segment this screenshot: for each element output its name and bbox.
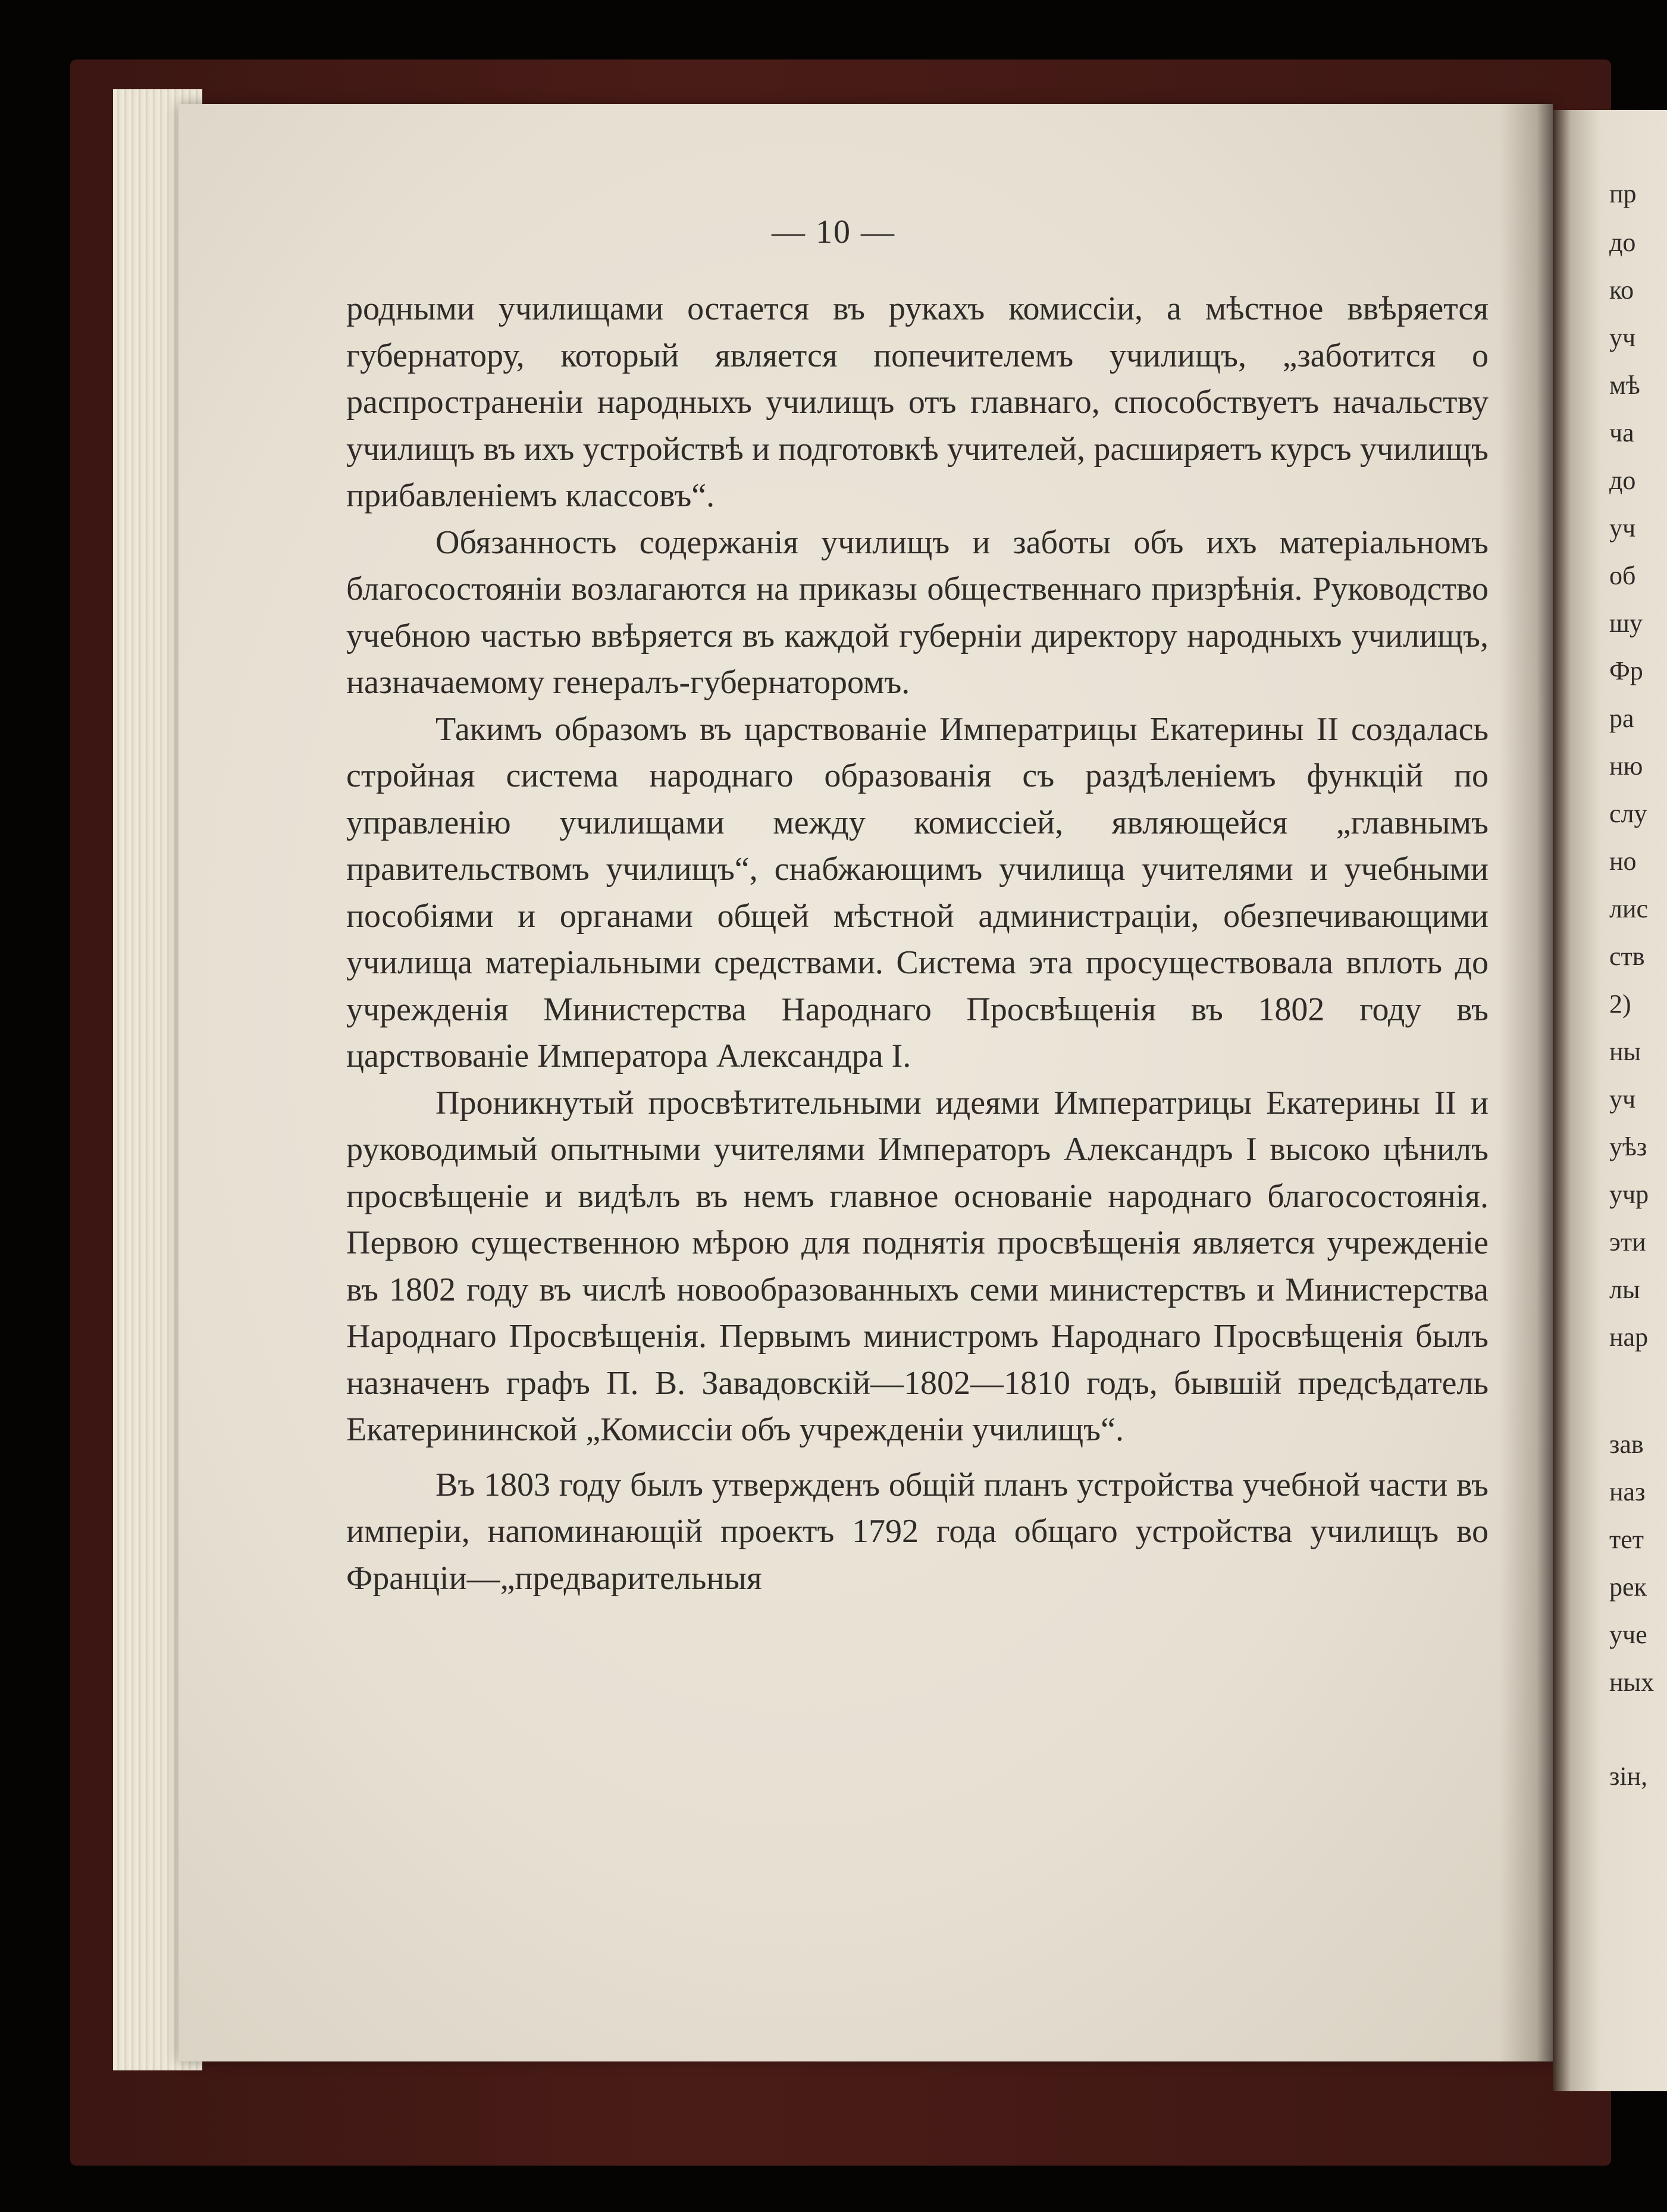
facing-page-fragment: рек [1609, 1572, 1647, 1602]
paragraph: родными училищами остается въ рукахъ комиссіи, а мѣстное ввѣряется губернатору, который является попечителемъ училищъ, „заботится о распространеніи народныхъ училищъ отъ главнаго, способствуетъ начальству училищъ въ ихъ устройствѣ и подготовкѣ учителей, расширяетъ курсъ училищъ прибавленіемъ классовъ“. [346, 290, 1489, 514]
facing-page [1553, 110, 1667, 2091]
facing-page-fragment: пр [1609, 179, 1637, 208]
facing-page-fragment: ных [1609, 1668, 1655, 1697]
facing-page-fragment: шу [1609, 609, 1643, 638]
facing-page-fragment: зав [1609, 1430, 1644, 1459]
facing-page-fragment: учр [1609, 1180, 1649, 1209]
facing-page-fragment: Фр [1609, 656, 1643, 685]
facing-page-fragment: зін, [1609, 1762, 1648, 1791]
facing-page-fragment: ча [1609, 418, 1634, 447]
paragraph: Обязанность содержанія училищъ и заботы объ ихъ матеріальномъ благосостояніи возлагаются на приказы общественнаго призрѣнія. Руководство учебною частью ввѣряется въ каждой губерніи директору народныхъ училищъ, назначаемому генералъ-губернаторомъ. [346, 524, 1489, 701]
facing-page-fragment: лы [1609, 1275, 1640, 1304]
facing-page-fragment: эти [1609, 1227, 1646, 1257]
facing-page-fragment: ню [1609, 751, 1643, 781]
facing-page-fragment: нар [1609, 1323, 1649, 1352]
facing-page-fragment: лис [1609, 894, 1649, 923]
facing-page-fragment: но [1609, 847, 1637, 876]
page-number: — 10 — [772, 214, 895, 250]
facing-page-fragment: тет [1609, 1525, 1644, 1554]
facing-page-fragment: уѣз [1609, 1132, 1647, 1161]
paragraph: Въ 1803 году былъ утвержденъ общій планъ устройства учебной части въ имперіи, напоминающій проектъ 1792 года общаго устройства училищъ во Франціи—„предварительныя [346, 1466, 1489, 1597]
facing-page-fragment: 2) [1609, 989, 1631, 1019]
facing-page-fragment: уче [1609, 1620, 1647, 1649]
facing-page-fragment: об [1609, 561, 1636, 590]
facing-page-fragment: до [1609, 228, 1636, 257]
facing-page-fragment: наз [1609, 1477, 1646, 1506]
paragraph: Проникнутый просвѣтительными идеями Императрицы Екатерины II и руководимый опытными учителями Императоръ Александръ I высоко цѣнилъ просвѣщеніе и видѣлъ въ немъ главное основаніе народнаго благосостоянія. Первою существенною мѣрою для поднятія просвѣщенія является учрежденіе въ 1802 году въ числѣ новообразованныхъ семи министерствъ и Министерства Народнаго Просвѣщенія. Первымъ министромъ Народнаго Просвѣщенія былъ назначенъ графъ П. В. Завадовскій—1802—1810 годъ, бывшій предсѣдатель Екатерининской „Комиссіи объ учрежденіи училищъ“. [346, 1084, 1489, 1448]
facing-page-fragment: уч [1609, 323, 1636, 352]
facing-page-fragment: ра [1609, 704, 1634, 733]
facing-page-fragment: ств [1609, 942, 1645, 971]
page-body-text [346, 286, 1489, 1602]
facing-page-fragment: уч [1609, 513, 1636, 543]
facing-page-fragment: ко [1609, 275, 1634, 305]
facing-page-fragment: ны [1609, 1037, 1641, 1066]
facing-page-fragment: уч [1609, 1085, 1636, 1114]
facing-page-fragment: до [1609, 466, 1636, 495]
paragraph: Такимъ образомъ въ царствованіе Императрицы Екатерины II создалась стройная система народнаго образованія съ раздѣленіемъ функцій по управленію училищами между комиссіей, являющейся „главнымъ правительствомъ училищъ“, снабжающимъ училища учителями и учебными пособіями и органами общей мѣстной администраціи, обезпечивающими училища матеріальными средствами. Система эта просуществовала вплоть до учрежденія Министерства Народнаго Просвѣщенія въ 1802 году въ царствованіе Императора Александра I. [346, 710, 1489, 1074]
facing-page-fragment: мѣ [1609, 371, 1640, 400]
facing-page-fragment: слу [1609, 799, 1647, 828]
